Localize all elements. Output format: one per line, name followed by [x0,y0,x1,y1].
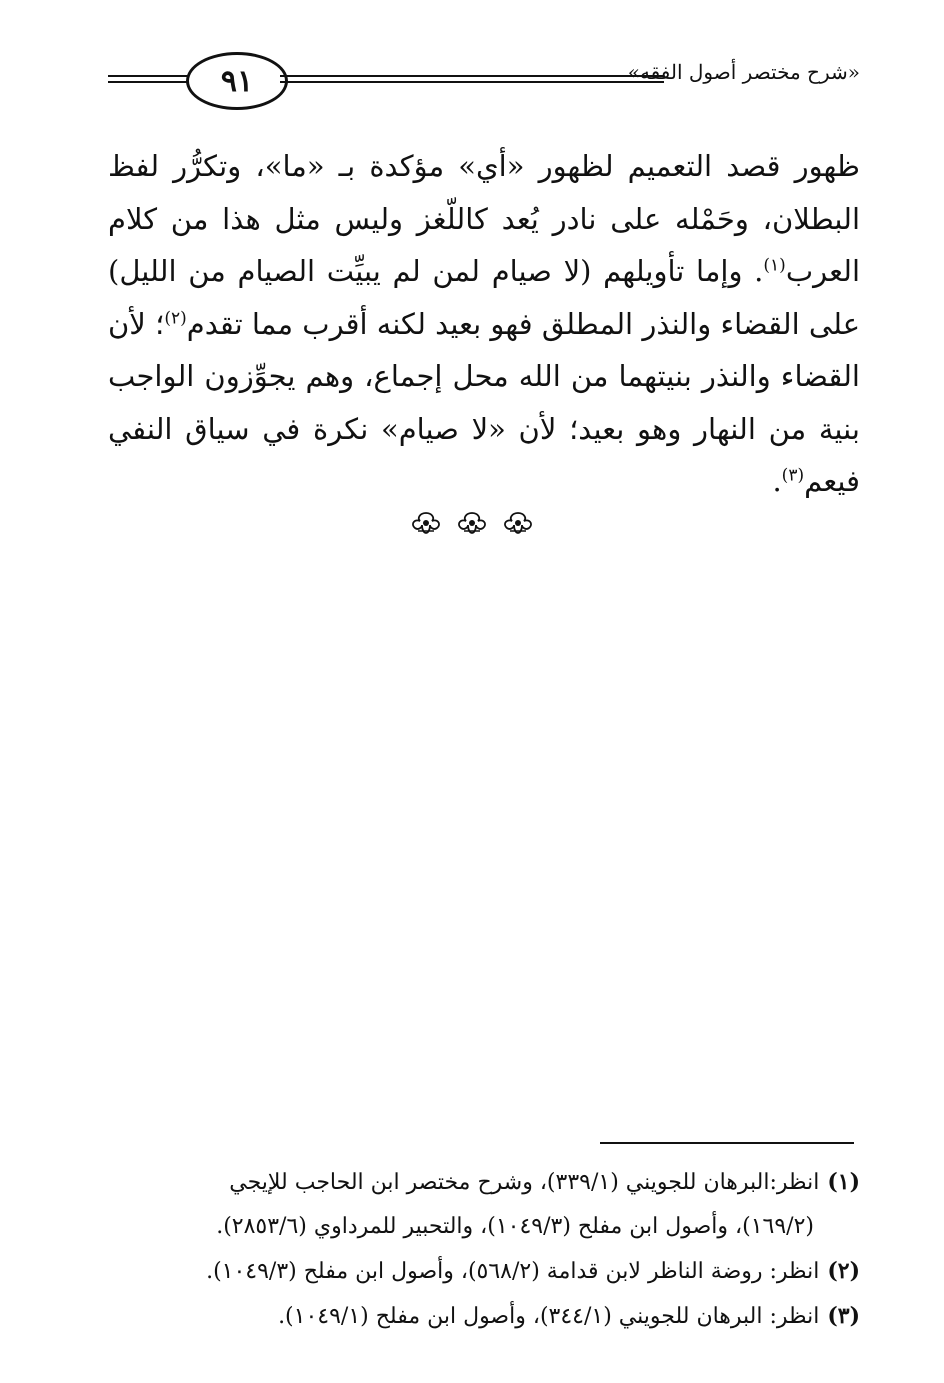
floral-ornament-icon [409,510,443,536]
text-segment: على القضاء والنذر المطلق فهو بعيد لكنه أقرب مما تقدم [186,306,860,341]
section-ornaments [0,510,944,536]
text-segment: فيعم [804,464,860,498]
main-text [108,140,860,508]
footnote-text: انظر: روضة الناظر لابن قدامة (٥٦٨/٢)، وأصول ابن مفلح (١٠٤٩/٣). [206,1259,820,1284]
text-segment: . وإما تأويلهم (لا صيام لمن لم يبيِّت الصيام من الليل) [108,254,764,288]
footnote-ref-2[interactable]: (٢) [164,307,187,328]
page-number-oval [186,52,288,110]
floral-ornament-icon [455,510,489,536]
footnote-ref-1[interactable]: (١) [763,255,786,276]
text-line-1: ظهور قصد التعميم لظهور «أي» مؤكدة بـ «ما»، وتكرُّر لفظ [108,149,860,183]
footnote-separator [600,1142,854,1144]
page-number: ٩١ [220,63,254,99]
header-rule-right [280,75,664,85]
footnote-ref-3[interactable]: (٣) [781,465,805,486]
footnote-1 [108,1160,860,1249]
footnote-continuation: (١٦٩/٢)، وأصول ابن مفلح (١٠٤٩/٣)، والتحبير للمرداوي (٢٨٥٣/٦). [216,1214,814,1239]
footnote-text: انظر: البرهان للجويني (٣٤٤/١)، وأصول ابن مفلح (١٠٤٩/١). [278,1304,820,1329]
footnote-3 [108,1294,860,1339]
footnote-number: (٣) [827,1303,860,1329]
text-line-3 [108,245,860,298]
floral-ornament-icon [501,510,535,536]
text-line-5: القضاء والنذر بنيتهما من الله محل إجماع، وهم يجوِّزون الواجب [108,359,860,393]
footnotes [108,1160,860,1339]
footnote-text: انظر:البرهان للجويني (٣٣٩/١)، وشرح مختصر ابن الحاجب للإيجي [229,1170,820,1195]
header-rule-left [108,75,188,85]
text-line-6: بنية من النهار وهو بعيد؛ لأن «لا صيام» نكرة في سياق النفي [108,411,860,446]
page-header [108,44,860,114]
running-title: «شرح مختصر أصول الفقه» [627,60,860,84]
footnote-number: (١) [827,1169,860,1195]
text-line-7 [108,455,860,508]
text-line-4 [108,298,860,351]
text-line-2: البطلان، وحَمْله على نادر يُعد كاللّغز وليس مثل هذا من كلام [108,201,860,236]
text-segment: . [772,464,782,498]
text-segment: ؛ لأن [108,306,165,341]
footnote-2 [108,1249,860,1294]
footnote-number: (٢) [827,1258,860,1284]
text-segment: العرب [785,254,860,288]
